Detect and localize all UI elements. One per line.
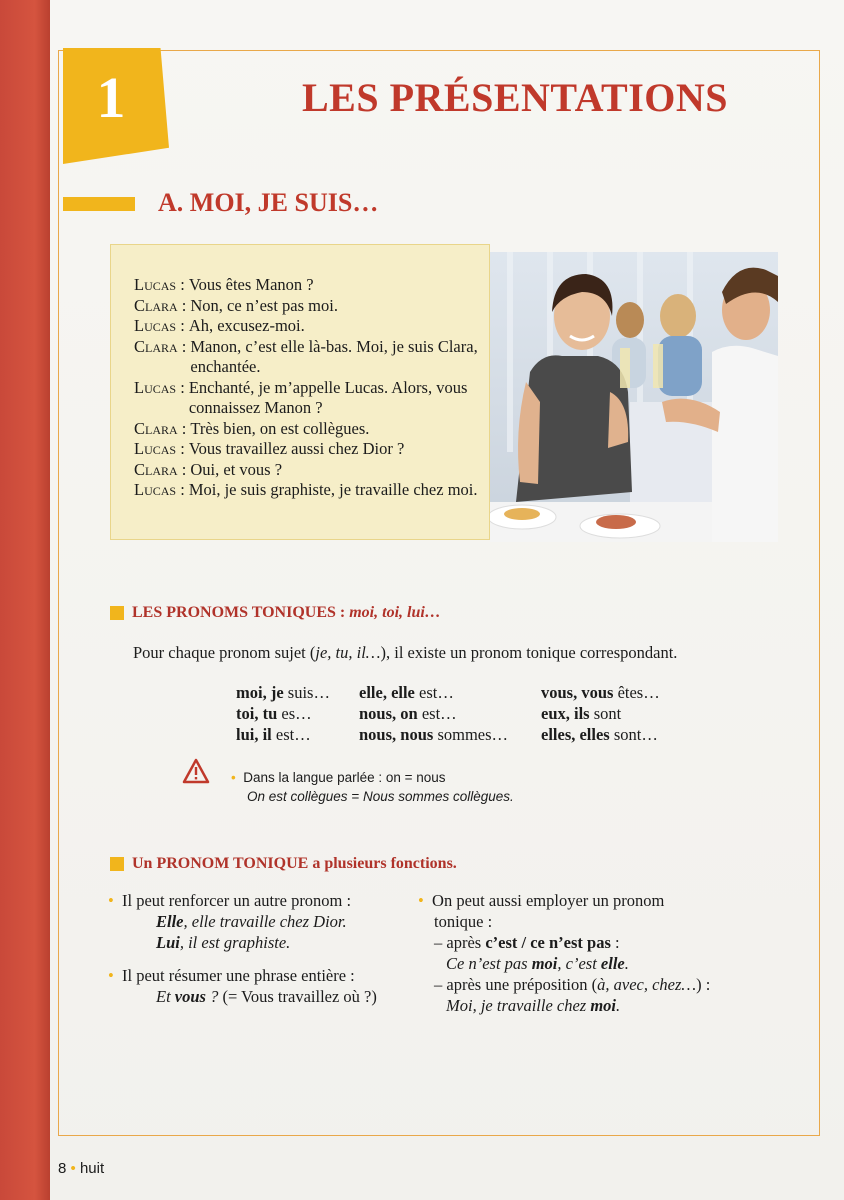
example-text: Et: [156, 987, 175, 1006]
party-photo: [490, 252, 778, 542]
dialogue-line: [134, 460, 484, 481]
dialogue-line: [134, 275, 484, 296]
pronoun-column-2: [359, 682, 508, 745]
subitem-text: ) :: [696, 975, 711, 994]
bullet-icon: •: [231, 770, 236, 785]
note-text: Dans la langue parlée : on = nous: [243, 770, 446, 785]
speaker: Lucas :: [134, 439, 185, 458]
heading-text: LES PRONOMS TONIQUES :: [132, 604, 346, 621]
example-bold: Lui: [156, 933, 180, 952]
verb: sommes…: [433, 725, 509, 744]
bullet-icon: •: [70, 1160, 76, 1177]
pronoun-pair: lui, il: [236, 725, 272, 744]
page-number: 8: [58, 1160, 67, 1177]
verb: est…: [414, 683, 454, 702]
speaker: Lucas :: [134, 377, 185, 397]
bullet-icon: •: [108, 966, 114, 985]
section-marker-bar: [63, 197, 135, 211]
speech: Ah, excusez-moi.: [188, 316, 305, 335]
pronoun-column-1: [236, 682, 330, 745]
note: [231, 768, 514, 806]
page-word: huit: [79, 1160, 105, 1177]
pronoun-pair: nous, nous: [359, 725, 434, 744]
pronoun-row: [236, 682, 330, 703]
speaker: Clara :: [134, 336, 187, 356]
speaker: Clara :: [134, 295, 187, 315]
dialogue-line: [134, 378, 484, 419]
chapter-number: 1: [96, 65, 126, 130]
example-text: ?: [205, 987, 219, 1006]
function-text: Il peut renforcer un autre pronom :: [122, 891, 352, 910]
dialogue-line: [134, 296, 484, 317]
pronoun-row: [541, 682, 660, 703]
example: [108, 932, 377, 953]
speaker: Lucas :: [134, 275, 185, 294]
example-text: Moi, je travaille chez: [446, 996, 591, 1015]
bullet-square-icon: [110, 606, 124, 620]
bullet-icon: •: [418, 891, 424, 910]
pronoun-row: [359, 682, 508, 703]
pronouns-intro: [133, 643, 677, 663]
example-bold: vous: [174, 987, 206, 1006]
note-line: [231, 768, 514, 787]
example-bold: moi: [531, 954, 558, 973]
pronoun-row: [236, 724, 330, 745]
example-text: , elle travaille chez Dior.: [183, 912, 347, 931]
verb: suis…: [283, 683, 330, 702]
warning-triangle-icon: [182, 758, 210, 784]
pronoun-pair: elles, elles: [541, 725, 610, 744]
function-subitem: [418, 932, 710, 953]
example-text: Ce n’est pas: [446, 954, 532, 973]
heading-italic: moi, toi, lui…: [349, 604, 441, 621]
subitem-bold: c’est / ce n’est pas: [485, 933, 611, 952]
verb: es…: [277, 704, 312, 723]
dialogue-line: [134, 480, 484, 501]
speaker: Clara :: [134, 459, 187, 479]
dialogue-line: [134, 419, 484, 440]
example: [108, 986, 377, 1007]
pronoun-pair: eux, ils: [541, 704, 590, 723]
example: [108, 911, 377, 932]
speech: Non, ce n’est pas moi.: [190, 295, 338, 315]
pronoun-row: [359, 724, 508, 745]
dialogue-line: [134, 337, 484, 378]
subitem-text: – après une préposition (: [434, 975, 598, 994]
speech: Vous êtes Manon ?: [188, 275, 314, 294]
functions-right-column: [418, 890, 710, 1016]
pronouns-heading: [132, 604, 441, 622]
speech: Vous travaillez aussi chez Dior ?: [188, 439, 405, 458]
pronoun-pair: vous, vous: [541, 683, 614, 702]
functions-left-column: [108, 890, 377, 1007]
pronoun-column-3: [541, 682, 660, 745]
speech: Manon, c’est elle là-bas. Moi, je suis Clara, enchantée.: [190, 336, 478, 376]
example-bold: elle: [600, 954, 625, 973]
function-subitem: [418, 974, 710, 995]
intro-italic: je, tu, il…: [315, 643, 381, 662]
speech: Enchanté, je m’appelle Lucas. Alors, vous connaissez Manon ?: [188, 377, 468, 417]
example-text: , c’est: [557, 954, 601, 973]
speech: Oui, et vous ?: [190, 459, 283, 479]
example-text: .: [624, 954, 629, 973]
bullet-square-icon: [110, 857, 124, 871]
speech: Très bien, on est collègues.: [190, 418, 370, 438]
page-footer: [58, 1160, 104, 1177]
book-spine-edge: [0, 0, 50, 1200]
function-text: Il peut résumer une phrase entière :: [122, 966, 355, 985]
chapter-title: LES PRÉSENTATIONS: [302, 75, 729, 120]
subitem-text: :: [610, 933, 620, 952]
speaker: Lucas :: [134, 480, 185, 499]
speaker: Lucas :: [134, 316, 185, 335]
pronoun-pair: toi, tu: [236, 704, 278, 723]
intro-text: Pour chaque pronom sujet (: [133, 643, 316, 662]
pronoun-row: [541, 724, 660, 745]
verb: êtes…: [613, 683, 660, 702]
note-example: On est collègues = Nous sommes collègues.: [247, 789, 514, 804]
dialogue: [134, 275, 484, 501]
pronoun-pair: elle, elle: [359, 683, 415, 702]
function-item: [108, 965, 377, 986]
function-text: On peut aussi employer un pronom: [432, 891, 665, 910]
example: [418, 953, 710, 974]
pronoun-row: [359, 703, 508, 724]
function-item: [108, 890, 377, 911]
pronoun-row: [541, 703, 660, 724]
bullet-icon: •: [108, 891, 114, 910]
pronoun-pair: nous, on: [359, 704, 418, 723]
example: [418, 995, 710, 1016]
verb: sont…: [609, 725, 658, 744]
example-gloss: (= Vous travaillez où ?): [218, 987, 377, 1006]
verb: est…: [271, 725, 311, 744]
note-line: [231, 787, 514, 806]
example-bold: Elle: [156, 912, 184, 931]
example-bold: moi: [590, 996, 617, 1015]
dialogue-line: [134, 439, 484, 460]
pronoun-pair: moi, je: [236, 683, 284, 702]
subitem-italic: à, avec, chez…: [597, 975, 697, 994]
intro-text: ), il existe un pronom tonique correspondant.: [380, 643, 678, 662]
function-item: [418, 890, 710, 911]
example-text: , il est graphiste.: [179, 933, 291, 952]
section-title: A. MOI, JE SUIS…: [158, 188, 379, 217]
example-text: .: [616, 996, 621, 1015]
functions-heading: Un PRONOM TONIQUE a plusieurs fonctions.: [132, 855, 457, 872]
pronoun-row: [236, 703, 330, 724]
verb: sont: [589, 704, 622, 723]
verb: est…: [417, 704, 457, 723]
function-text: tonique :: [434, 912, 493, 931]
dialogue-line: [134, 316, 484, 337]
subitem-text: – après: [434, 933, 486, 952]
speech: Moi, je suis graphiste, je travaille chez moi.: [188, 480, 478, 499]
speaker: Clara :: [134, 418, 187, 438]
